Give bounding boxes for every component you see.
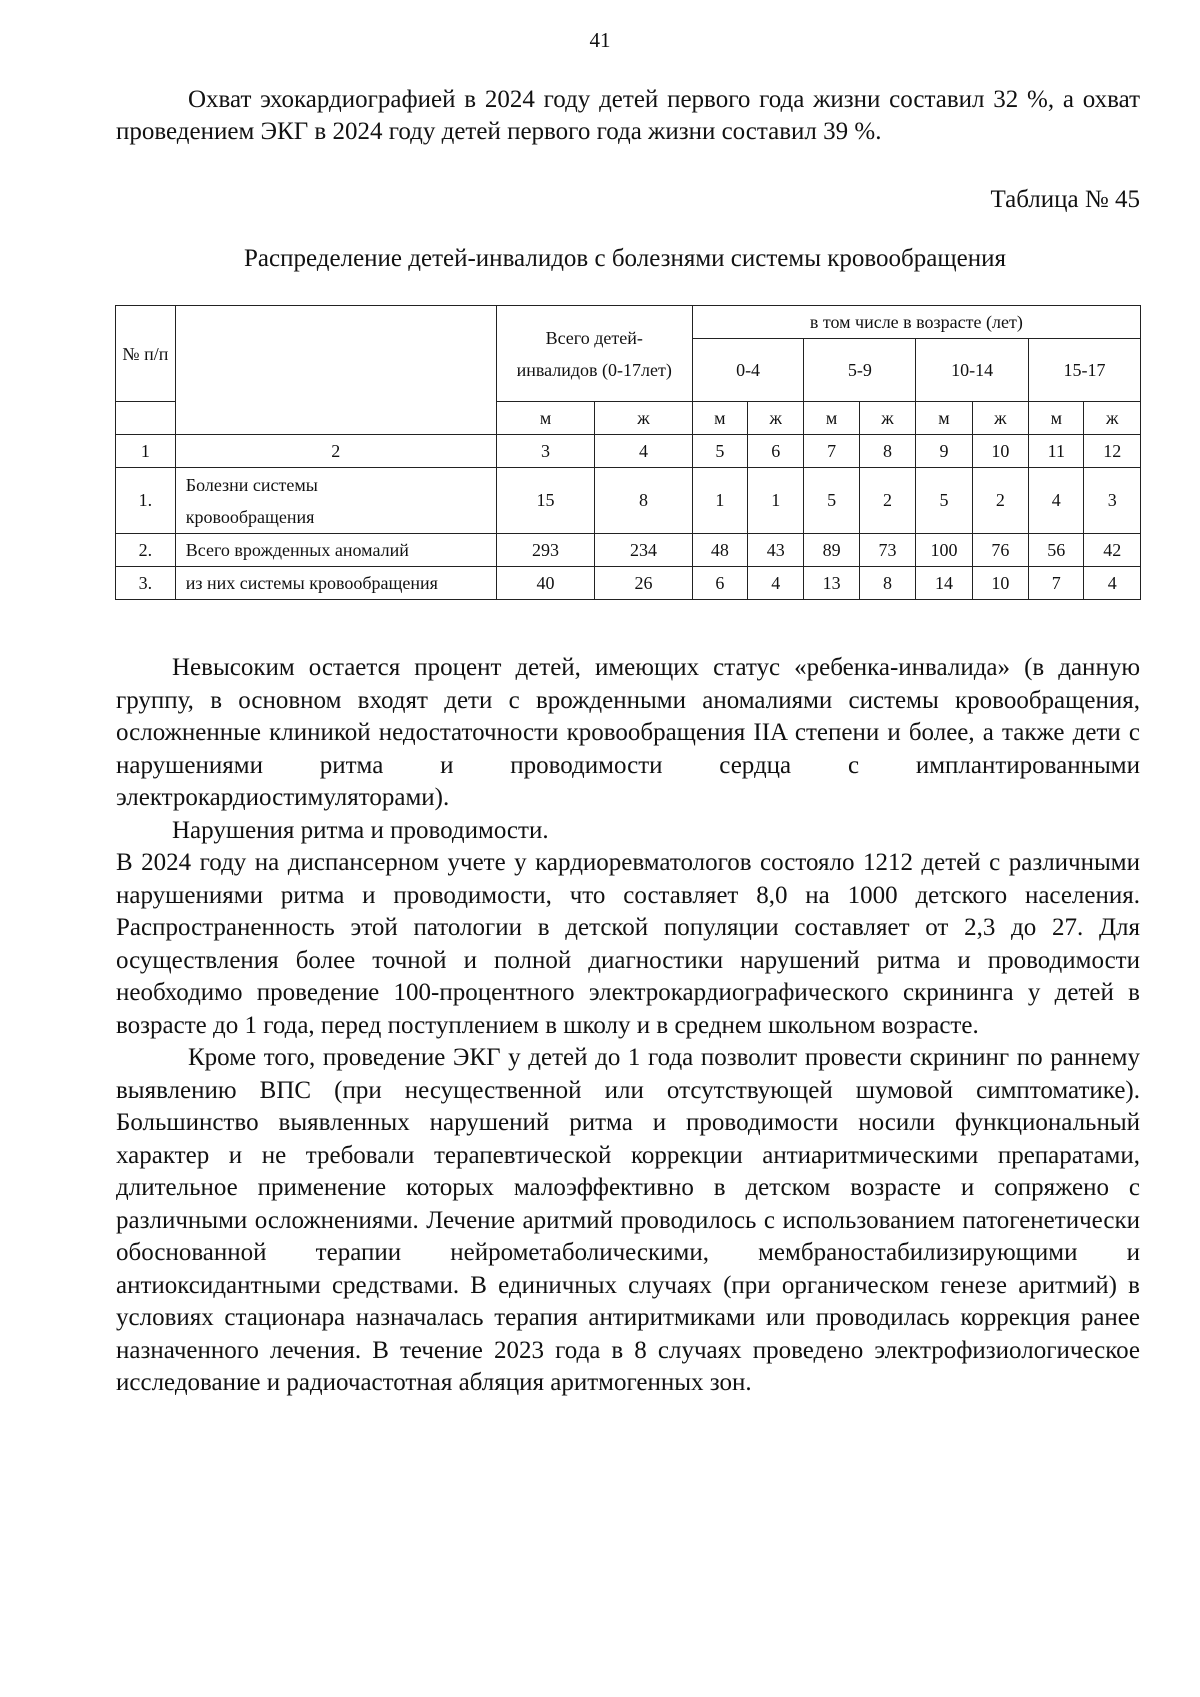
column-index: 4 xyxy=(595,435,692,468)
row-name: из них системы кровообращения xyxy=(175,567,496,600)
column-index: 7 xyxy=(804,435,859,468)
cell: 7 xyxy=(1029,567,1084,600)
row-num: 1. xyxy=(116,468,176,534)
page-number: 41 xyxy=(589,28,611,52)
column-index: 2 xyxy=(175,435,496,468)
header-age-15-17: 15-17 xyxy=(1029,339,1141,402)
header-sex: ж xyxy=(859,402,915,435)
cell: 1 xyxy=(748,468,804,534)
cell: 4 xyxy=(748,567,804,600)
cell: 293 xyxy=(496,534,595,567)
column-index: 6 xyxy=(748,435,804,468)
cell: 5 xyxy=(804,468,859,534)
cell: 73 xyxy=(859,534,915,567)
cell: 8 xyxy=(595,468,692,534)
cell: 8 xyxy=(859,567,915,600)
header-name xyxy=(175,306,496,435)
cell: 15 xyxy=(496,468,595,534)
header-age-10-14: 10-14 xyxy=(916,339,1029,402)
cell: 14 xyxy=(916,567,972,600)
column-index: 1 xyxy=(116,435,176,468)
cell: 100 xyxy=(916,534,972,567)
intro-paragraph: Охват эхокардиографией в 2024 году детей первого года жизни составил 32 %, а охват проведением ЭКГ в 2024 году детей первого года жизни составил 39 %. xyxy=(116,86,1140,145)
header-sex: м xyxy=(496,402,595,435)
column-index: 5 xyxy=(692,435,747,468)
cell: 56 xyxy=(1029,534,1084,567)
column-index-row xyxy=(116,435,1141,468)
column-index: 12 xyxy=(1084,435,1141,468)
header-num: № п/п xyxy=(116,306,176,402)
body-text xyxy=(116,652,1140,1400)
header-sex: ж xyxy=(1084,402,1141,435)
cell: 76 xyxy=(972,534,1028,567)
header-blank xyxy=(116,402,176,435)
row-num: 3. xyxy=(116,567,176,600)
table-number: Таблица № 45 xyxy=(990,186,1140,213)
column-index: 8 xyxy=(859,435,915,468)
header-sex: ж xyxy=(595,402,692,435)
column-index: 9 xyxy=(916,435,972,468)
cell: 89 xyxy=(804,534,859,567)
cell: 234 xyxy=(595,534,692,567)
header-sex: ж xyxy=(972,402,1028,435)
column-index: 11 xyxy=(1029,435,1084,468)
table-row xyxy=(116,534,1141,567)
cell: 6 xyxy=(692,567,747,600)
paragraph: В 2024 году на диспансерном учете у кардиоревматологов состояло 1212 детей с различными нарушениями ритма и проводимости, что составляет 8,0 на 1000 детского населения. Распространенность этой патологии в детской популяции составляет от 2,3 до 27. Для осуществления более точной и полной диагностики нарушений ритма и проводимости необходимо проведение 100-процентного электрокардиографического скрининга у детей в возрасте до 1 года, перед поступлением в школу и в среднем школьном возрасте. xyxy=(116,849,1140,1039)
header-age-5-9: 5-9 xyxy=(804,339,916,402)
cell: 10 xyxy=(972,567,1028,600)
cell: 1 xyxy=(692,468,747,534)
table-row xyxy=(116,567,1141,600)
cell: 42 xyxy=(1084,534,1141,567)
column-index: 10 xyxy=(972,435,1028,468)
cell: 40 xyxy=(496,567,595,600)
row-num: 2. xyxy=(116,534,176,567)
header-sex: м xyxy=(804,402,859,435)
cell: 4 xyxy=(1029,468,1084,534)
header-total: Всего детей-инвалидов (0-17лет) xyxy=(496,306,692,402)
cell: 26 xyxy=(595,567,692,600)
section-heading: Нарушения ритма и проводимости. xyxy=(172,816,549,844)
disability-table xyxy=(115,305,1141,600)
cell: 2 xyxy=(859,468,915,534)
paragraph: Невысоким остается процент детей, имеющих статус «ребенка-инвалида» (в данную группу, в основном входят дети с врожденными аномалиями системы кровообращения, осложненные клиникой недостаточности кровообращения IIA степени и более, а также дети с нарушениями ритма и проводимости сердца с имплантированными электрокардиостимуляторами). xyxy=(116,654,1140,811)
row-name: Всего врожденных аномалий xyxy=(175,534,496,567)
header-age-group: в том числе в возрасте (лет) xyxy=(692,306,1140,339)
header-sex: ж xyxy=(748,402,804,435)
cell: 3 xyxy=(1084,468,1141,534)
cell: 43 xyxy=(748,534,804,567)
cell: 4 xyxy=(1084,567,1141,600)
cell: 5 xyxy=(916,468,972,534)
column-index: 3 xyxy=(496,435,595,468)
cell: 13 xyxy=(804,567,859,600)
cell: 48 xyxy=(692,534,747,567)
header-sex: м xyxy=(692,402,747,435)
header-age-0-4: 0-4 xyxy=(692,339,804,402)
paragraph: Кроме того, проведение ЭКГ у детей до 1 года позволит провести скрининг по раннему выявлению ВПС (при несущественной или отсутствующей шумовой симптоматике). Большинство выявленных нарушений ритма и проводимости носили функциональный характер и не требовали терапевтической коррекции антиаритмическими препаратами, длительное применение которых малоэффективно в детском возрасте и сопряжено с различными осложнениями. Лечение аритмий проводилось с использованием патогенетически обоснованной терапии нейрометаболическими, мембраностабилизирующими и антиоксидантными средствами. В единичных случаях (при органическом генезе аритмий) в условиях стационара назначалась терапия антиритмиками или проводилась коррекция ранее назначенного лечения. В течение 2023 года в 8 случаях проведено электрофизиологическое исследование и радиочастотная абляция аритмогенных зон. xyxy=(116,1044,1140,1396)
table-row xyxy=(116,468,1141,534)
cell: 2 xyxy=(972,468,1028,534)
header-sex: м xyxy=(916,402,972,435)
table-title: Распределение детей-инвалидов с болезнями системы кровообращения xyxy=(244,245,1006,272)
row-name: Болезни системы кровообращения xyxy=(175,468,496,534)
header-sex: м xyxy=(1029,402,1084,435)
